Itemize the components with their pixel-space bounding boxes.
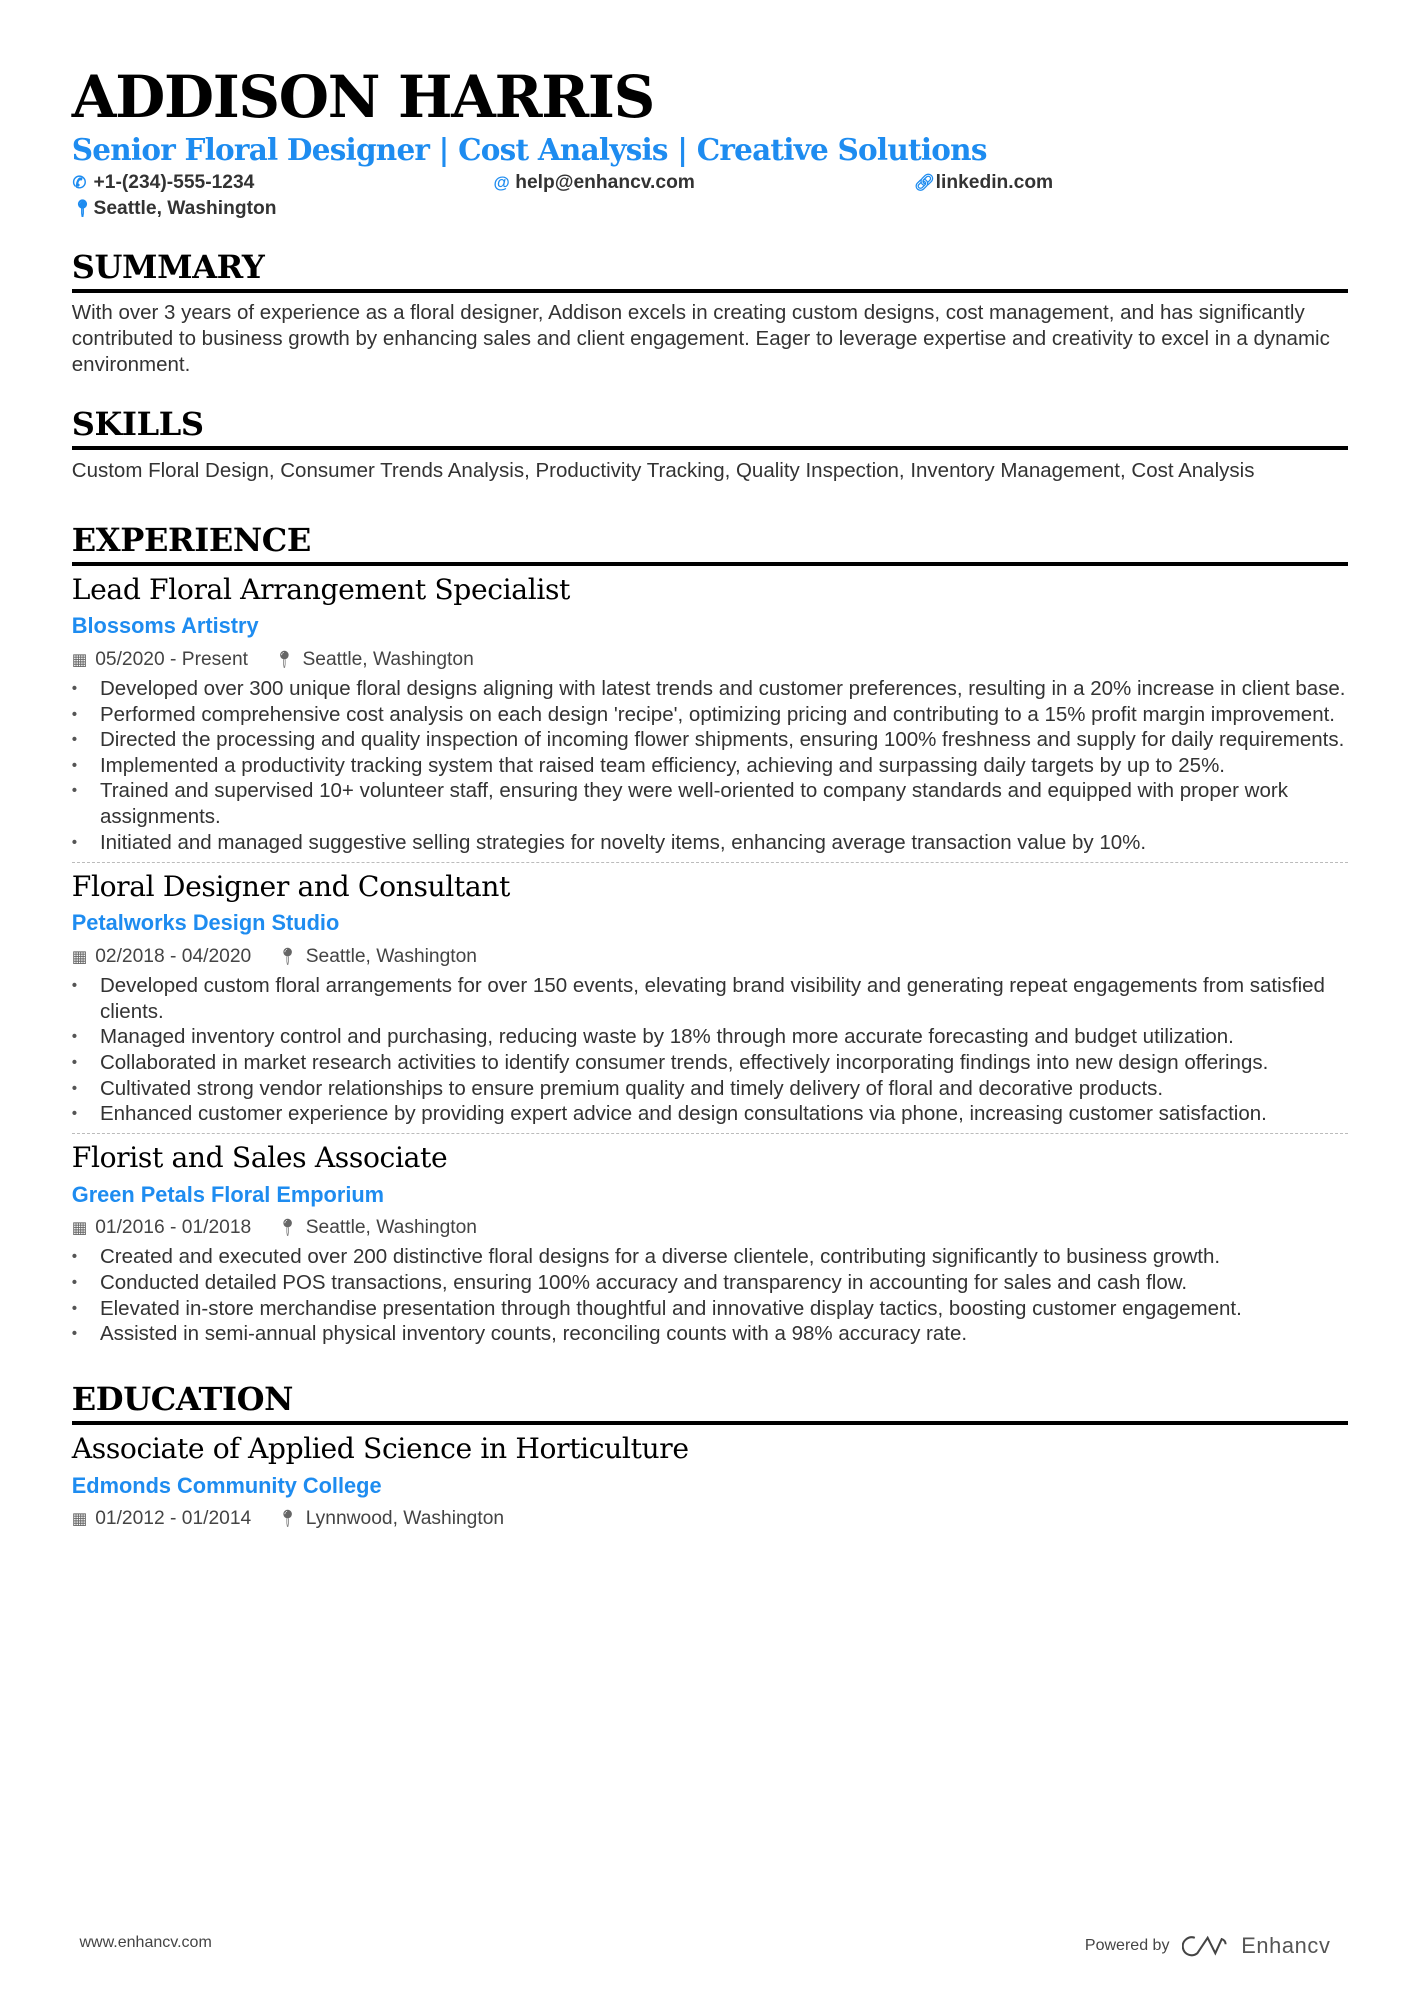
section-divider <box>72 446 1349 450</box>
bullet-item: • Initiated and managed suggestive selling strategies for novelty items, enhancing average transaction value by 10%. <box>72 830 1349 856</box>
phone-text: +1-(234)-555-1234 <box>93 171 255 193</box>
section-divider <box>72 562 1349 566</box>
phone-contact <box>72 172 494 194</box>
job-title: Lead Floral Arrangement Specialist <box>71 572 571 606</box>
company-name: Blossoms Artistry <box>71 613 259 639</box>
bullet-item: • Conducted detailed POS transactions, ensuring 100% accuracy and transparency in accounting for sales and cash flow. <box>72 1270 1349 1296</box>
candidate-name: ADDISON HARRIS <box>71 63 654 132</box>
location-pin-icon: 📍︎ <box>276 946 299 966</box>
bullet-item: • Assisted in semi-annual physical inventory counts, reconciling counts with a 98% accuracy rate. <box>72 1321 1349 1347</box>
bullet-item: • Created and executed over 200 distinctive floral designs for a diverse clientele, contributing significantly to business growth. <box>72 1244 1349 1270</box>
job-title: Florist and Sales Associate <box>71 1141 448 1175</box>
email-text[interactable]: help@enhancv.com <box>515 171 695 193</box>
bullet-item: • Enhanced customer experience by providing expert advice and design consultations via phone, increasing customer satisfaction. <box>72 1101 1349 1127</box>
education-meta <box>72 1502 1349 1535</box>
linkedin-contact[interactable] <box>914 172 1299 194</box>
education-dates: 01/2012 - 01/2014 <box>95 1508 252 1530</box>
section-divider <box>72 1421 1349 1425</box>
bullet-item: • Elevated in-store merchandise presentation through thoughtful and innovative display tactics, boosting customer engagement. <box>72 1296 1349 1322</box>
job-dates: 05/2020 - Present <box>95 648 248 670</box>
job-entry <box>72 571 1349 856</box>
powered-by-text: Powered by <box>1084 1936 1170 1955</box>
location-text: Seattle, Washington <box>93 197 277 219</box>
bullet-item: • Developed over 300 unique floral designs aligning with latest trends and customer preferences, resulting in a 20% increase in client base. <box>72 676 1349 702</box>
footer-website[interactable]: www.enhancv.com <box>79 1932 212 1951</box>
calendar-icon: ▦ <box>71 649 88 669</box>
job-meta <box>72 1211 1349 1244</box>
email-contact[interactable] <box>493 172 913 194</box>
job-bullets <box>72 676 1349 855</box>
school-name: Edmonds Community College <box>71 1472 382 1498</box>
phone-icon: ✆ <box>72 172 87 192</box>
section-heading: EDUCATION <box>71 1380 294 1419</box>
linkedin-link[interactable]: linkedin.com <box>935 171 1054 193</box>
at-icon: @ <box>493 172 510 192</box>
bullet-item: • Implemented a productivity tracking system that raised team efficiency, achieving and surpassing daily targets by up to 25%. <box>72 753 1349 779</box>
job-bullets <box>72 973 1349 1127</box>
job-dates: 02/2018 - 04/2020 <box>95 945 252 967</box>
skills-text: Custom Floral Design, Consumer Trends Analysis, Productivity Tracking, Quality Inspection, Inventory Management, Cost Analysis <box>71 458 1255 482</box>
contact-info <box>72 172 1349 220</box>
job-dates: 01/2016 - 01/2018 <box>95 1217 252 1239</box>
enhancv-brand: Enhancv <box>1241 1932 1331 1958</box>
job-bullets <box>72 1244 1349 1347</box>
bullet-item: • Cultivated strong vendor relationships to ensure premium quality and timely delivery of floral and decorative products. <box>72 1076 1349 1102</box>
job-meta <box>72 643 1349 676</box>
summary-section <box>72 248 1349 377</box>
job-location: Seattle, Washington <box>302 648 474 670</box>
job-title: Floral Designer and Consultant <box>71 869 511 903</box>
education-section <box>72 1380 1349 1535</box>
company-name: Petalworks Design Studio <box>71 910 340 936</box>
link-icon: 🔗︎ <box>913 172 936 192</box>
calendar-icon: ▦ <box>71 1218 88 1238</box>
experience-section <box>72 521 1349 1347</box>
bullet-item: • Developed custom floral arrangements for over 150 events, elevating brand visibility and generating repeat engagements from satisfied clients. <box>72 973 1349 1024</box>
candidate-subtitle: Senior Floral Designer | Cost Analysis | Creative Solutions <box>71 131 987 167</box>
location-pin-icon: 📍︎ <box>273 649 295 669</box>
company-name: Green Petals Floral Emporium <box>71 1181 385 1207</box>
bullet-item: • Managed inventory control and purchasing, reducing waste by 18% through more accurate forecasting and budget utilization. <box>72 1024 1349 1050</box>
degree-title: Associate of Applied Science in Horticulture <box>71 1432 689 1466</box>
bullet-item: • Directed the processing and quality inspection of incoming flower shipments, ensuring 100% freshness and supply for daily requirements. <box>72 727 1349 753</box>
bullet-item: • Collaborated in market research activities to identify consumer trends, effectively incorporating findings into new design offerings. <box>72 1050 1349 1076</box>
calendar-icon: ▦ <box>71 1509 88 1529</box>
location-pin-icon: 📍︎ <box>276 1509 299 1529</box>
location-pin-icon: 📍︎ <box>276 1218 299 1238</box>
calendar-icon: ▦ <box>71 946 88 966</box>
enhancv-logo-icon <box>1182 1934 1228 1957</box>
location-pin-icon: 📍︎ <box>71 198 93 218</box>
education-location: Lynnwood, Washington <box>305 1508 505 1530</box>
section-divider <box>72 289 1349 293</box>
footer-branding <box>1085 1933 1331 1959</box>
job-divider <box>72 862 1349 863</box>
job-entry <box>72 1133 1349 1347</box>
job-location: Seattle, Washington <box>305 1217 477 1239</box>
job-entry <box>72 862 1349 1127</box>
summary-text: With over 3 years of experience as a floral designer, Addison excels in creating custom designs, cost management, and has significantly contributed to business growth by enhancing sales and client engagement. Eager to leverage expertise and creativity to excel in a dynamic environment. <box>71 301 1330 376</box>
section-heading: EXPERIENCE <box>71 520 311 559</box>
job-meta <box>72 940 1349 973</box>
location-contact <box>72 198 494 220</box>
skills-section <box>72 405 1349 484</box>
job-divider <box>72 1133 1349 1134</box>
bullet-item: • Performed comprehensive cost analysis on each design 'recipe', optimizing pricing and contributing to a 15% profit margin improvement. <box>72 702 1349 728</box>
section-heading: SKILLS <box>71 405 204 444</box>
bullet-item: • Trained and supervised 10+ volunteer staff, ensuring they were well-oriented to company standards and equipped with proper work assignments. <box>72 778 1349 829</box>
section-heading: SUMMARY <box>71 247 265 286</box>
job-location: Seattle, Washington <box>305 945 477 967</box>
